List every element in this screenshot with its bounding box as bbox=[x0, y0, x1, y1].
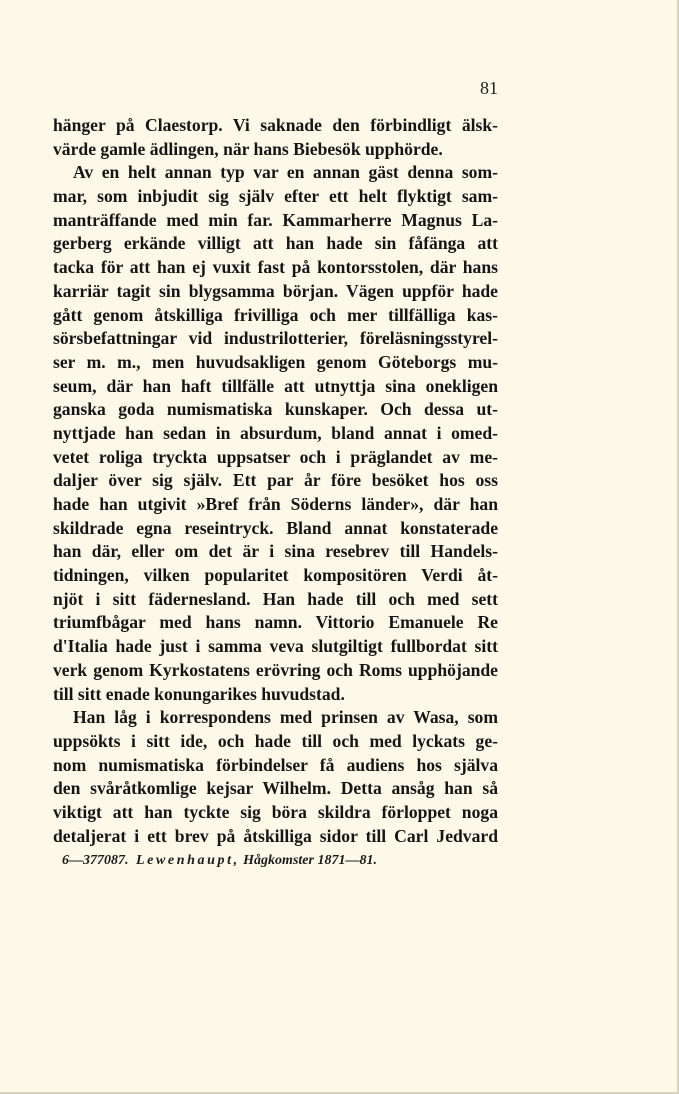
text-line: d'Italia hade just i samma veva slutgiltigt fullbordat sitt bbox=[53, 636, 498, 657]
text-line: seum, där han haft tillfälle att utnyttja sina onekligen bbox=[53, 375, 498, 396]
page-number: 81 bbox=[480, 78, 498, 98]
text-line: nom numismatiska förbindelser få audiens hos själva bbox=[53, 754, 498, 775]
text-line: Av en helt annan typ var en annan gäst denna som- bbox=[73, 162, 498, 183]
text-line: värde gamle ädlingen, när hans Biebesök upphörde. bbox=[53, 138, 443, 159]
text-line: han där, eller om det är i sina resebrev till Handels- bbox=[53, 541, 498, 562]
text-line: uppsökts i sitt ide, och hade till och med lyckats ge- bbox=[53, 730, 498, 751]
text-line: manträffande med min far. Kammarherre Magnus La- bbox=[53, 209, 498, 230]
text-line: detaljerat i ett brev på åtskilliga sidor till Carl Jedvard bbox=[53, 825, 498, 846]
text-line: tidningen, vilken popularitet kompositören Verdi åt- bbox=[53, 565, 498, 586]
text-line: hänger på Claestorp. Vi saknade den förbindligt älsk- bbox=[53, 115, 498, 135]
text-line: Han låg i korrespondens med prinsen av Wasa, som bbox=[73, 707, 498, 728]
footer-author: Lewenhaupt, bbox=[136, 853, 240, 868]
text-line: ser m. m., men huvudsakligen genom Göteborgs mu- bbox=[53, 351, 498, 372]
text-line: njöt i sitt fädernesland. Han hade till och med sett bbox=[53, 588, 498, 609]
text-line: gått genom åtskilliga frivilliga och mer tillfälliga kas- bbox=[53, 304, 498, 325]
text-line: daljer över sig själv. Ett par år före besöket hos oss bbox=[53, 470, 498, 491]
text-line: verk genom Kyrkostatens erövring och Roms upphöjande bbox=[53, 659, 498, 680]
text-line: tacka för att han ej vuxit fast på kontorsstolen, där hans bbox=[53, 257, 498, 278]
text-line: till sitt enade konungarikes huvudstad. bbox=[53, 683, 345, 704]
text-line: karriär tagit sin blygsamma början. Vägen uppför hade bbox=[53, 280, 498, 301]
text-line: viktigt att han tyckte sig böra skildra förloppet noga bbox=[53, 801, 498, 822]
text-line: den svåråtkomlige kejsar Wilhelm. Detta ansåg han så bbox=[53, 778, 498, 799]
text-line: mar, som inbjudit sig själv efter ett helt flyktigt sam- bbox=[53, 186, 498, 207]
footer-book-title: Hågkomster 1871—81. bbox=[243, 853, 377, 868]
text-line: sörsbefattningar vid industrilotterier, föreläsningsstyrel- bbox=[53, 328, 498, 349]
text-line: ganska goda numismatiska kunskaper. Och dessa ut- bbox=[53, 399, 498, 420]
body-text bbox=[53, 114, 498, 848]
text-line: nyttjade han sedan in absurdum, bland annat i omed- bbox=[53, 422, 498, 443]
text-line: gerberg erkände villigt att han hade sin fåfänga att bbox=[53, 233, 498, 254]
text-line: triumfbågar med hans namn. Vittorio Emanuele Re bbox=[53, 612, 498, 633]
footer-signature-line bbox=[62, 853, 377, 869]
printer-signature: 6—377087. bbox=[62, 853, 129, 868]
text-line: hade han utgivit »Bref från Söderns länder», där han bbox=[53, 494, 498, 514]
text-line: skildrade egna reseintryck. Bland annat konstaterade bbox=[53, 517, 498, 538]
text-line: vetet roliga tryckta uppsatser och i präglandet av me- bbox=[53, 446, 498, 467]
